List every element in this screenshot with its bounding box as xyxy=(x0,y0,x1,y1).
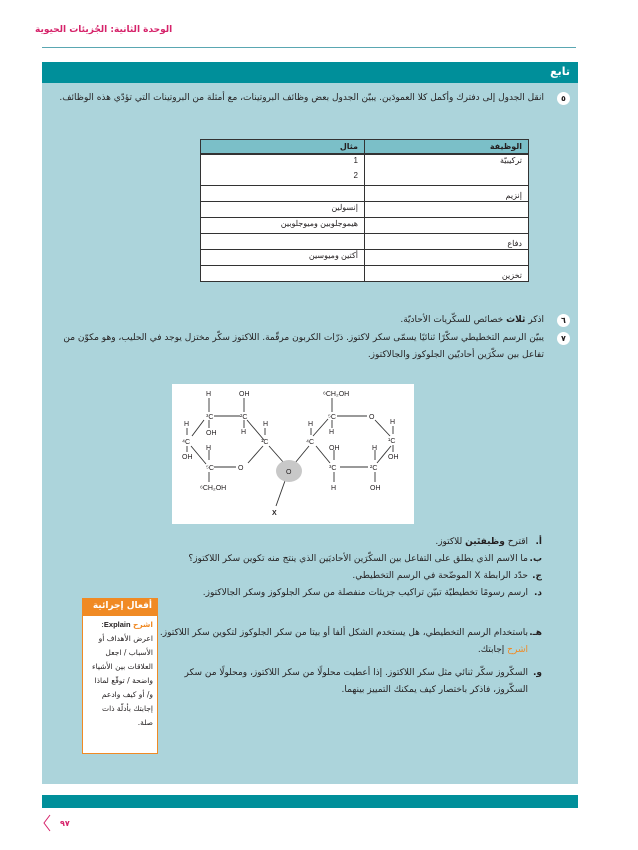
subquestion-a xyxy=(62,534,542,551)
subquestion-letter: د. xyxy=(533,588,542,598)
svg-text:H: H xyxy=(372,445,378,452)
subquestion-b xyxy=(62,551,542,568)
table-row xyxy=(201,218,529,234)
subquestion-text: باستخدام الرسم التخطيطي، هل يستخدم الشكل ألفا أو بيتا من سكر الجلوكوز لتكوين سكر اللاكتوز. اشرح إجابتك. xyxy=(159,628,528,655)
question-number: ٥ xyxy=(557,92,570,105)
cell-function xyxy=(365,218,529,234)
cell-example: إنسولين xyxy=(201,202,365,218)
cell-example: 2 xyxy=(201,170,365,186)
question-text: يبيّن الرسم التخطيطي سكّرًا ثنائيًا يسمّى سكر لاكتوز. ذرّات الكربون مرقّمة. اللاكتوز سكّر مختزل يوجد في الحليب، وهو مكوّن من تفاعل بين سكّرَين أحاديّين الجلوكوز والجالاكتوز. xyxy=(63,333,544,360)
top-divider xyxy=(42,47,576,48)
section-header: تابع xyxy=(42,62,578,83)
svg-text:H: H xyxy=(241,429,247,436)
svg-text:H: H xyxy=(331,485,337,492)
unit-title: الوحدة الثانية: الجُزيئات الحيوية xyxy=(35,25,173,35)
protein-function-table xyxy=(200,139,529,282)
column-header-example: مثال xyxy=(201,140,365,154)
subquestion-letter: و. xyxy=(532,668,542,678)
table-row xyxy=(201,170,529,186)
column-header-function: الوظيفة xyxy=(365,140,529,154)
svg-text:¹C: ¹C xyxy=(388,438,396,445)
subquestion-d xyxy=(152,585,542,602)
subquestion-text: ارسم رسومًا تخطيطيّة تبيّن تراكيب جزيئات منفصلة من سكر الجلوكوز وسكر الجالاكتوز. xyxy=(202,588,528,598)
cell-example xyxy=(201,266,365,282)
subquestion-text: اقترح وظيفتَين للاكتوز. xyxy=(435,537,528,547)
svg-text:OH: OH xyxy=(370,485,381,492)
svg-text:OH: OH xyxy=(388,454,399,461)
exercise-section xyxy=(42,62,578,784)
svg-text:O: O xyxy=(238,465,244,472)
svg-text:H: H xyxy=(184,421,190,428)
question-5 xyxy=(50,90,570,107)
svg-text:¹C: ¹C xyxy=(261,439,269,446)
svg-text:⁴C: ⁴C xyxy=(182,439,191,446)
question-number: ٦ xyxy=(557,314,570,327)
svg-text:³C: ³C xyxy=(206,414,214,421)
cell-function: دفاع xyxy=(365,234,529,250)
svg-text:X: X xyxy=(272,510,277,517)
cell-example: 1 xyxy=(201,154,365,170)
cell-function: إنزيم xyxy=(365,186,529,202)
cell-example: هيموجلوبين وميوجلوبين xyxy=(201,218,365,234)
svg-text:O: O xyxy=(369,414,375,421)
question-7 xyxy=(50,330,570,364)
svg-text:⁶CH₂OH: ⁶CH₂OH xyxy=(323,391,350,398)
svg-text:H: H xyxy=(329,429,335,436)
svg-text:²C: ²C xyxy=(240,414,248,421)
question-text: اذكر ثلاث خصائص للسكّريات الأحاديّة. xyxy=(400,315,544,325)
table-row xyxy=(201,154,529,170)
subquestion-letter: ج. xyxy=(532,571,542,581)
question-text: انقل الجدول إلى دفترك وأكمل كلا العمودَين. يبيّن الجدول بعض وظائف البروتينات، مع أمثلة من البروتينات التي تؤدّي هذه الوظائف. xyxy=(59,93,544,103)
command-words-title: أفعال إجرائية xyxy=(83,599,157,616)
svg-text:H: H xyxy=(206,445,212,452)
table-row xyxy=(201,250,529,266)
svg-text:H: H xyxy=(308,421,314,428)
page-footer xyxy=(42,814,70,832)
svg-text:H: H xyxy=(206,391,212,398)
lactose-structure-diagram xyxy=(172,384,414,524)
cell-function xyxy=(365,202,529,218)
cell-example xyxy=(201,186,365,202)
cell-function xyxy=(365,250,529,266)
subquestion-letter: أ. xyxy=(535,537,542,547)
table-row xyxy=(201,202,529,218)
cell-function: تخزين xyxy=(365,266,529,282)
svg-text:³C: ³C xyxy=(329,465,337,472)
question-6 xyxy=(50,312,570,329)
cell-function xyxy=(365,170,529,186)
table-row xyxy=(201,266,529,282)
svg-text:OH: OH xyxy=(182,454,193,461)
table-row xyxy=(201,186,529,202)
command-words-body: اشرح Explain: اعرض الأهداف أو الأسباب / اجعل العلاقات بين الأشياء واضحة / توقّع لماذا و/ أو كيف وادعم إجابتك بأدلّة ذات صلة. xyxy=(92,620,153,727)
footer-bar xyxy=(42,795,578,808)
subquestion-letter: هـ. xyxy=(529,628,542,638)
subquestion-text: حدّد الرابطة X الموضّحة في الرسم التخطيطي. xyxy=(352,571,528,581)
svg-text:⁶CH₂OH: ⁶CH₂OH xyxy=(200,485,227,492)
subquestion-letter: ب. xyxy=(529,554,542,564)
cell-function: تركيبيّة xyxy=(365,154,529,170)
subquestion-f xyxy=(152,665,542,699)
subquestion-text: ما الاسم الذي يطلق على التفاعل بين السكّرَين الأحاديَين الذي ينتج منه تكوين سكر اللاكتوز؟ xyxy=(188,554,528,564)
table-row xyxy=(201,234,529,250)
svg-text:⁴C: ⁴C xyxy=(306,439,315,446)
svg-text:OH: OH xyxy=(239,391,250,398)
chevron-left-icon[interactable] xyxy=(42,814,52,832)
page-number: ٩٧ xyxy=(60,818,70,828)
subquestion-text: السكّروز سكّر ثنائي مثل سكر اللاكتوز. إذا أعطيت محلولًا من سكر اللاكتوز، ومحلولًا من سكر السكّروز، فاذكر باختصار كيف يمكنك التمييز بينهما. xyxy=(184,668,528,695)
svg-text:H: H xyxy=(390,419,396,426)
svg-text:O: O xyxy=(286,469,292,476)
cell-example xyxy=(201,234,365,250)
question-number: ٧ xyxy=(557,332,570,345)
cell-example: أكتين وميوسين xyxy=(201,250,365,266)
command-words-box xyxy=(82,598,158,754)
svg-text:H: H xyxy=(263,421,269,428)
svg-text:⁵C: ⁵C xyxy=(206,465,214,472)
svg-text:OH: OH xyxy=(329,445,340,452)
svg-text:⁵C: ⁵C xyxy=(328,414,336,421)
subquestion-c xyxy=(142,568,542,585)
svg-text:²C: ²C xyxy=(370,465,378,472)
svg-text:OH: OH xyxy=(206,430,217,437)
subquestion-e xyxy=(152,625,542,659)
